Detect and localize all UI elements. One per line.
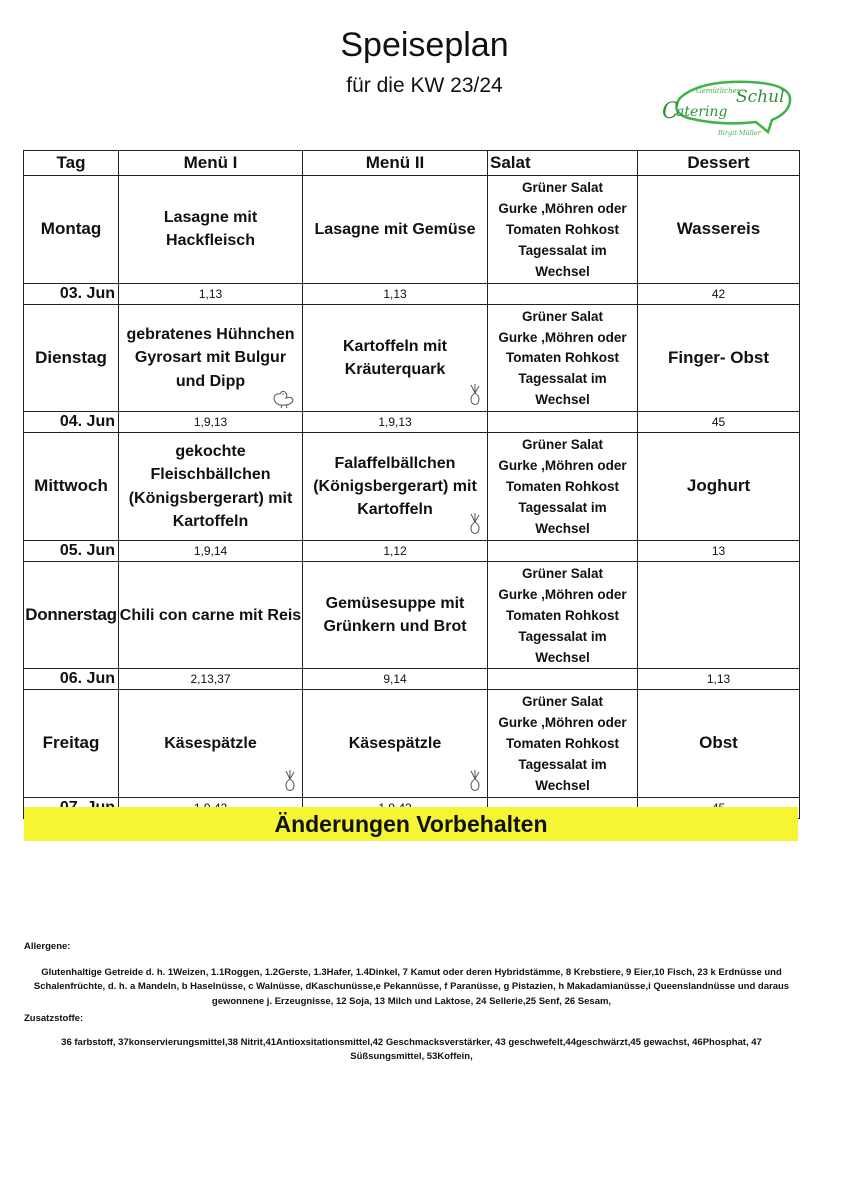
- chicken-icon: [270, 387, 296, 409]
- table-row-dienstag: [24, 304, 800, 412]
- allergene-label: Allergene:: [24, 941, 71, 952]
- salat-codes: [488, 540, 638, 561]
- salat-line: Tomaten Rohkost: [505, 221, 619, 237]
- page-subtitle: für die KW 23/24: [346, 74, 503, 97]
- vegetable-icon: [467, 512, 483, 536]
- salat-line: Wechsel: [535, 520, 590, 536]
- salat-line: Tagessalat im: [518, 757, 607, 773]
- salat-line: Wechsel: [535, 392, 590, 408]
- salat-line: Wechsel: [535, 263, 590, 279]
- dessert-codes: 1,13: [638, 669, 800, 690]
- header-tag: Tag: [24, 151, 119, 176]
- menu2-codes: 9,14: [303, 669, 488, 690]
- date-cell: 03. Jun: [24, 283, 119, 304]
- logo-c-letter: C: [662, 99, 679, 124]
- menu2-cell: [303, 433, 488, 541]
- salat-line: Gurke ,Möhren oder: [498, 458, 627, 474]
- dessert-codes: 42: [638, 283, 800, 304]
- salat-line: Grüner Salat: [521, 180, 604, 195]
- page-title: Speiseplan: [340, 26, 509, 64]
- salat-cell: [488, 304, 638, 412]
- table-row-donnerstag: [24, 561, 800, 669]
- dessert-cell: Obst: [638, 690, 800, 798]
- salat-line: Tomaten Rohkost: [505, 607, 619, 623]
- salat-cell: [488, 433, 638, 541]
- salat-line: Gurke ,Möhren oder: [498, 715, 627, 731]
- dessert-codes: 13: [638, 540, 800, 561]
- table-row-mittwoch: [24, 433, 800, 541]
- menu2-text: Käsespätzle: [348, 735, 442, 753]
- menu1-codes: 2,13,37: [119, 669, 303, 690]
- salat-codes: [488, 669, 638, 690]
- dessert-cell: Joghurt: [638, 433, 800, 541]
- header-row: [24, 151, 800, 176]
- menu2-codes: 1,13: [303, 283, 488, 304]
- header-dessert: Dessert: [638, 151, 800, 176]
- logo-owner-text: Birgit Müller: [718, 129, 761, 137]
- menu1-codes: 1,9,14: [119, 540, 303, 561]
- dessert-cell: Finger- Obst: [638, 304, 800, 412]
- menu1-cell: [119, 304, 303, 412]
- menu1-cell: [119, 690, 303, 798]
- salat-cell: [488, 561, 638, 669]
- day-cell: Donnerstag: [24, 561, 119, 669]
- day-cell: Montag: [24, 176, 119, 284]
- salat-line: Tomaten Rohkost: [505, 479, 619, 495]
- salat-line: Grüner Salat: [521, 308, 604, 324]
- salat-line: Tagessalat im: [518, 628, 607, 644]
- catering-logo: [660, 76, 794, 142]
- menu1-cell: gekochte Fleischbällchen (Königsbergerart) mit Kartoffeln: [119, 433, 303, 541]
- salat-line: Wechsel: [535, 778, 590, 794]
- logo-schul-text: Schul: [736, 87, 785, 107]
- salat-cell: [488, 690, 638, 798]
- table-row-freitag: [24, 690, 800, 798]
- menu1-cell: Lasagne mit Hackfleisch: [119, 176, 303, 284]
- vegetable-icon: [467, 769, 483, 793]
- menu2-text: Kartoffeln mit Kräuterquark: [343, 337, 447, 378]
- salat-codes: [488, 412, 638, 433]
- salat-codes: [488, 283, 638, 304]
- salat-line: Grüner Salat: [521, 694, 604, 710]
- salat-line: Tomaten Rohkost: [505, 350, 619, 366]
- menu2-cell: Lasagne mit Gemüse: [303, 176, 488, 284]
- day-cell: Mittwoch: [24, 433, 119, 541]
- header-salat: Salat: [488, 151, 638, 176]
- codes-row-montag: [24, 283, 800, 304]
- salat-line: Grüner Salat: [521, 437, 604, 453]
- dessert-codes: 45: [638, 412, 800, 433]
- salat-line: Wechsel: [535, 649, 590, 665]
- allergene-text: Glutenhaltige Getreide d. h. 1Weizen, 1.1Roggen, 1.2Gerste, 1.3Hafer, 1.4Dinkel, 7 Kamut oder deren Hybridstämme, 8 Krebstiere, 9 Eier,10 Fisch, 23 k Erdnüsse und Schalenfrüchte, d. h. a Mandeln, b Haselnüsse, c Walnüsse, dKaschunüsse,e Pekannüsse, f Paranüsse, g Pistazien, h Makadamianüsse,i Queenslandnüsse und daraus gewonnene j. Erzeugnisse, 12 Soja, 13 Milch und Laktose, 24 Sellerie,25 Senf, 26 Sesam,: [33, 967, 790, 1007]
- changes-notice: Änderungen Vorbehalten: [24, 807, 798, 841]
- menu1-text: Käsespätzle: [164, 735, 257, 753]
- vegetable-icon: [467, 383, 483, 407]
- menu2-codes: 1,12: [303, 540, 488, 561]
- menu1-text: gebratenes Hühnchen Gyrosart mit Bulgur und Dipp: [126, 326, 295, 390]
- catering-logo-icon: [660, 76, 794, 142]
- salat-line: Gurke ,Möhren oder: [498, 586, 627, 602]
- logo-top-text: Gemütliches: [696, 87, 741, 95]
- table-row-montag: [24, 176, 800, 284]
- salat-line: Tagessalat im: [518, 242, 607, 258]
- salat-line: Gurke ,Möhren oder: [498, 329, 627, 345]
- menu2-text: Falaffelbällchen (Königsbergerart) mit Kartoffeln: [313, 454, 477, 519]
- menu1-codes: 1,9,13: [119, 412, 303, 433]
- day-cell: Dienstag: [24, 304, 119, 412]
- salat-line: Gurke ,Möhren oder: [498, 200, 627, 216]
- menu2-codes: 1,9,13: [303, 412, 488, 433]
- menu-table: [23, 150, 800, 819]
- codes-row-dienstag: [24, 412, 800, 433]
- menu2-cell: Gemüsesuppe mit Grünkern und Brot: [303, 561, 488, 669]
- codes-row-mittwoch: [24, 540, 800, 561]
- zusatz-text: 36 farbstoff, 37konservierungsmittel,38 Nitrit,41Antioxsitationsmittel,42 Geschmacksverstärker, 43 geschwefelt,44geschwärzt,45 gewachst, 46Phosphat, 47 Süßsungsmittel, 53Koffein,: [61, 1037, 762, 1063]
- salat-line: Tagessalat im: [518, 499, 607, 515]
- date-cell: 05. Jun: [24, 540, 119, 561]
- menu2-cell: [303, 690, 488, 798]
- dessert-cell: [638, 561, 800, 669]
- salat-line: Tagessalat im: [518, 371, 607, 387]
- day-cell: Freitag: [24, 690, 119, 798]
- menu1-codes: 1,13: [119, 283, 303, 304]
- salat-line: Grüner Salat: [521, 565, 604, 581]
- date-cell: 04. Jun: [24, 412, 119, 433]
- header-menu1: Menü I: [119, 151, 303, 176]
- menu2-cell: [303, 304, 488, 412]
- logo-catering-text: atering: [676, 104, 728, 120]
- salat-cell: [488, 176, 638, 284]
- vegetable-icon: [282, 769, 298, 793]
- dessert-cell: Wassereis: [638, 176, 800, 284]
- salat-line: Tomaten Rohkost: [505, 736, 619, 752]
- zusatz-label: Zusatzstoffe:: [24, 1013, 84, 1024]
- header-menu2: Menü II: [303, 151, 488, 176]
- date-cell: 06. Jun: [24, 669, 119, 690]
- menu1-cell: Chili con carne mit Reis: [119, 561, 303, 669]
- codes-row-donnerstag: [24, 669, 800, 690]
